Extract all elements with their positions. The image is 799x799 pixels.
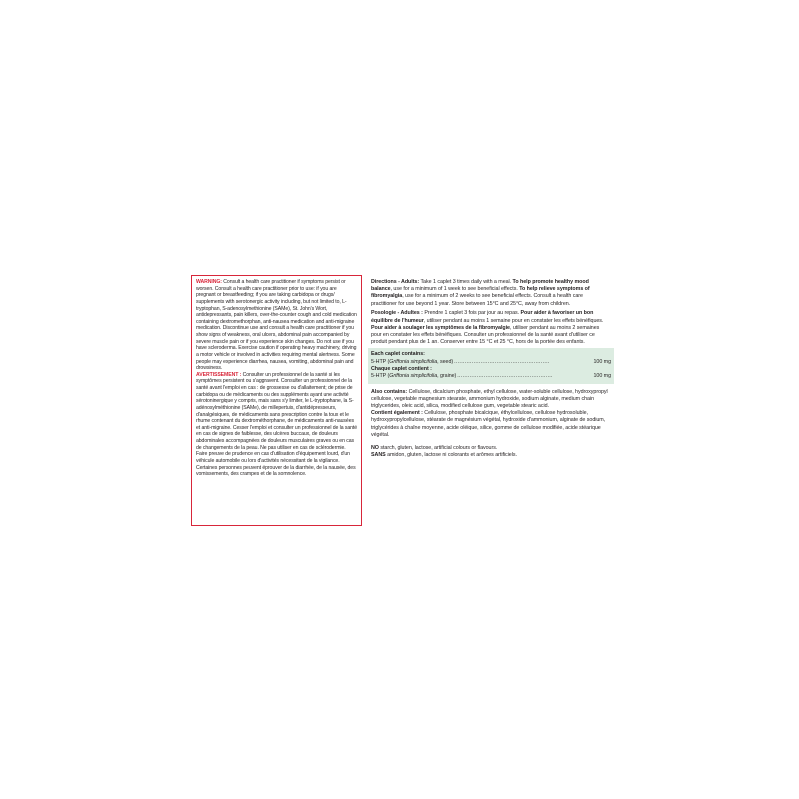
ingredient-row-fr: 5-HTP (Griffonia simplicifolia, graine) . . . 100 mg xyxy=(371,373,611,380)
directions-title: Directions - Adults: xyxy=(371,279,420,285)
also-contains-en: Also contains: Cellulose, dicalcium phosphate, ethyl cellulose, water-soluble cellulose, hydroxypropyl cellulose, vegetable magnesium stearate, ammonium hydroxide, sodium alginate, medium chain triglycerides, oleic acid, silica, modified cellulose gum, vegetable stearic acid. xyxy=(371,388,608,410)
avertissement-title: AVERTISSEMENT : xyxy=(196,371,242,378)
ingredient-amount-fr: 100 mg xyxy=(593,372,611,379)
ingredient-amount-en: 100 mg xyxy=(593,358,611,365)
warning-en xyxy=(196,279,357,372)
avertissement-fr xyxy=(196,372,357,478)
ingredients-panel xyxy=(368,348,614,384)
warning-text: Consult a health care practitioner if symptoms persist or worsen. Consult a health care practitioner prior to use: if you are pregnant or breastfeeding; if you are taking carbidopa or drugs/ supplements with serotonergic activity including, but not limited to, L-tryptophan, S-adenosylmethionine (SAMe), St. John's Wort, antidepressants, pain killers, over-the-counter cough and cold medication containing dextromethorphan, anti-nausea medication and anti-migraine medication. Discontinue use and consult a health care practitioner if you show signs of weakness, oral ulcers, abdominal pain accompanied by severe muscle pain or if you experience skin changes. Do not use if you have scleroderma. Exercise caution if operating heavy machinery, driving a motor vehicle or involved in activities requiring mental alertness. Some people may experience diarrhea, nausea, vomiting, abdominal pain and drowsiness. xyxy=(196,279,357,372)
free-from-en: NO starch, gluten, lactose, artificial colours or flavours. xyxy=(371,445,498,452)
avertissement-text: Consulter un professionnel de la santé si les symptômes persistent ou s'aggravent. Consulter un professionnel de la santé avant l'emploi en cas : de grossesse ou d'allaitement; de prise de carbidopa ou de médicaments ou des suppléments ayant une activité sérotoninergique y compris, mais sans s'y limiter, le L-tryptophane, la S-adénosylméthionine (SAMe), de millepertuis, d'antidépresseurs, d'analgésiques, de médicaments sans prescription contre la toux et le rhume contenant du dextrométhorphane, de médicaments anti-nausées et anti-migraine. Cesser l'emploi et consulter un professionnel de la santé en cas de signes de faiblesse, des ulcères buccaux, de douleurs abdominales accompagnées de douleurs musculaires graves ou en cas de changements de la peau. Ne pas utiliser en cas de sclérodermie. Faire preuve de prudence en cas d'utilisation d'équipement lourd, d'un véhicule automobile ou lors d'activités nécessitant de la vigilance. Certaines personnes peuvent éprouver de la diarrhée, de la nausée, des vomissements, des crampes et de la somnolence. xyxy=(196,371,357,478)
ingredient-row-en: 5-HTP (Griffonia simplicifolia, seed) . . . 100 mg xyxy=(371,359,611,366)
directions-en: Directions - Adults: Take 1 caplet 3 times daily with a meal. To help promote healthy mood balance, use for a minimum of 1 week to see beneficial effects. To help relieve symptoms of fibromyalgia, use for a minimum of 2 weeks to see beneficial effects. Consult a health care practitioner for use beyond 1 year. Store between 15°C and 25°C, away from children. xyxy=(371,279,590,307)
free-from-fr: SANS amidon, gluten, lactose ni colorants et arômes artificiels. xyxy=(371,452,517,459)
warning-title: WARNING: xyxy=(196,279,222,285)
warning-box xyxy=(191,275,362,526)
posologie-title: Posologie - Adultes : xyxy=(371,310,423,317)
ingredients-title-en: Each caplet contains: xyxy=(371,351,425,358)
posologie-fr: Posologie - Adultes : Prendre 1 caplet 3 fois par jour au repas. Pour aider à favoriser un bon équilibre de l'humeur, utiliser pendant au moins 1 semaine pour en constater les effets bénéfiques. Pour aider à soulager les symptômes de la fibromyalgie, utiliser pendant au moins 2 semaines pour en constater les effets bénéfiques. Consulter un professionnel de la santé avant d'utiliser ce produit pendant plus de 1 an. Conserver entre 15 °C et 25 °C, hors de la portée des enfants. xyxy=(371,310,604,346)
ingredients-title-fr: Chaque caplet contient : xyxy=(371,365,432,372)
label-info-column xyxy=(371,279,609,459)
contient-egalement-fr: Contient également : Cellulose, phosphate bicalcique, éthylcellulose, cellulose hydrosoluble, hydroxypropylcellulose, stéarate de magnésium végétal, hydroxide d'ammonium, alginate de sodium, triglycérides à chaîne moyenne, acide oléique, silice, gomme de cellulose modifiée, acide stéarique végétal. xyxy=(371,410,606,438)
